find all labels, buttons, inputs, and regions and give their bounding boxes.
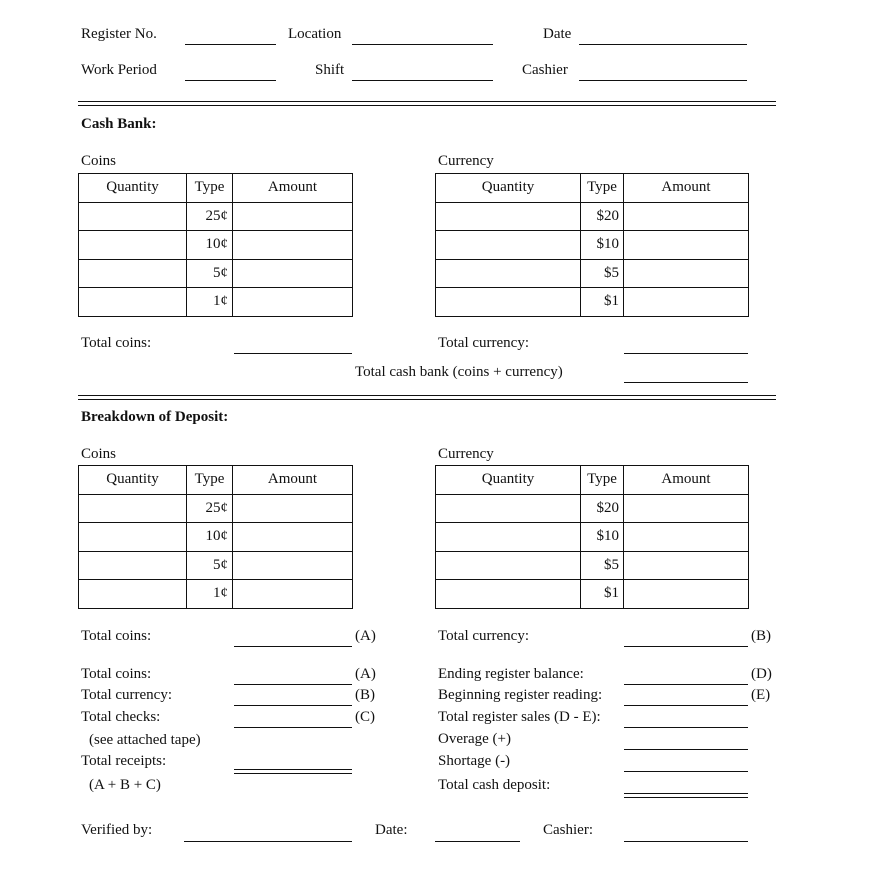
summary-total-checks-label: Total checks: <box>81 709 161 725</box>
deposit-total-coins-field[interactable] <box>234 646 352 647</box>
quantity-cell[interactable] <box>436 580 581 609</box>
ending-register-balance-field[interactable] <box>624 684 748 685</box>
type-cell: $1 <box>581 288 624 317</box>
summary-see-attached-tape: (see attached tape) <box>89 732 201 748</box>
col-quantity: Quantity <box>79 174 187 203</box>
col-amount: Amount <box>233 174 353 203</box>
section-divider <box>78 101 776 106</box>
type-cell: $1 <box>581 580 624 609</box>
total-cash-bank-label: Total cash bank (coins + currency) <box>355 364 563 380</box>
quantity-cell[interactable] <box>436 259 581 288</box>
quantity-cell[interactable] <box>79 202 187 231</box>
deposit-marker-b: (B) <box>751 628 771 644</box>
quantity-cell[interactable] <box>436 288 581 317</box>
quantity-cell[interactable] <box>79 580 187 609</box>
cash-bank-coins-label: Coins <box>81 153 117 169</box>
cash-bank-currency-table <box>435 173 749 317</box>
type-cell: 10¢ <box>187 523 233 552</box>
type-cell: 10¢ <box>187 231 233 260</box>
type-cell: $10 <box>581 231 624 260</box>
summary-marker-b: (B) <box>355 687 375 703</box>
col-quantity: Quantity <box>79 466 187 495</box>
total-cash-deposit-label: Total cash deposit: <box>438 777 551 793</box>
summary-total-checks-field[interactable] <box>234 727 352 728</box>
amount-cell[interactable] <box>624 202 749 231</box>
shortage-label: Shortage (-) <box>438 753 511 769</box>
amount-cell[interactable] <box>233 202 353 231</box>
cash-bank-currency-label: Currency <box>438 153 494 169</box>
deposit-total-coins-label: Total coins: <box>81 628 152 644</box>
section-divider <box>78 395 776 400</box>
amount-cell[interactable] <box>233 259 353 288</box>
summary-marker-e: (E) <box>751 687 771 703</box>
deposit-currency-table <box>435 465 749 609</box>
cash-bank-total-coins-field[interactable] <box>234 353 352 354</box>
quantity-cell[interactable] <box>436 523 581 552</box>
cash-bank-total-currency-label: Total currency: <box>438 335 529 351</box>
col-amount: Amount <box>624 466 749 495</box>
amount-cell[interactable] <box>624 288 749 317</box>
cash-bank-coins-table <box>78 173 353 317</box>
col-type: Type <box>581 466 624 495</box>
summary-marker-c: (C) <box>355 709 375 725</box>
deposit-total-currency-field[interactable] <box>624 646 748 647</box>
col-quantity: Quantity <box>436 174 581 203</box>
register-no-field[interactable] <box>185 44 276 45</box>
col-amount: Amount <box>624 174 749 203</box>
verified-by-label: Verified by: <box>81 822 153 838</box>
quantity-cell[interactable] <box>436 202 581 231</box>
amount-cell[interactable] <box>624 580 749 609</box>
col-quantity: Quantity <box>436 466 581 495</box>
quantity-cell[interactable] <box>79 494 187 523</box>
location-label: Location <box>288 26 342 42</box>
total-cash-deposit-field[interactable] <box>624 793 748 798</box>
date-label: Date <box>543 26 572 42</box>
footer-cashier-label: Cashier: <box>543 822 593 838</box>
cash-bank-title: Cash Bank: <box>81 116 157 132</box>
summary-total-receipts-field[interactable] <box>234 769 352 774</box>
type-cell: 1¢ <box>187 288 233 317</box>
type-cell: 5¢ <box>187 551 233 580</box>
footer-date-label: Date: <box>375 822 408 838</box>
amount-cell[interactable] <box>233 231 353 260</box>
amount-cell[interactable] <box>624 231 749 260</box>
deposit-title: Breakdown of Deposit: <box>81 409 229 425</box>
beginning-register-reading-field[interactable] <box>624 705 748 706</box>
type-cell: 25¢ <box>187 494 233 523</box>
quantity-cell[interactable] <box>79 231 187 260</box>
deposit-total-currency-label: Total currency: <box>438 628 529 644</box>
shift-field[interactable] <box>352 80 493 81</box>
type-cell: 5¢ <box>187 259 233 288</box>
type-cell: $10 <box>581 523 624 552</box>
summary-total-currency-field[interactable] <box>234 705 352 706</box>
summary-marker-a: (A) <box>355 666 376 682</box>
type-cell: $5 <box>581 259 624 288</box>
summary-total-coins-field[interactable] <box>234 684 352 685</box>
shift-label: Shift <box>315 62 345 78</box>
cash-bank-total-coins-label: Total coins: <box>81 335 152 351</box>
total-register-sales-field[interactable] <box>624 727 748 728</box>
type-cell: $20 <box>581 202 624 231</box>
quantity-cell[interactable] <box>79 288 187 317</box>
col-type: Type <box>187 466 233 495</box>
overage-field[interactable] <box>624 749 748 750</box>
deposit-coins-label: Coins <box>81 446 117 462</box>
type-cell: 1¢ <box>187 580 233 609</box>
amount-cell[interactable] <box>233 288 353 317</box>
amount-cell[interactable] <box>233 494 353 523</box>
col-type: Type <box>581 174 624 203</box>
register-no-label: Register No. <box>81 26 157 42</box>
footer-cashier-field[interactable] <box>624 841 748 842</box>
amount-cell[interactable] <box>624 494 749 523</box>
cashier-field[interactable] <box>579 80 747 81</box>
work-period-field[interactable] <box>185 80 276 81</box>
deposit-currency-label: Currency <box>438 446 494 462</box>
quantity-cell[interactable] <box>436 551 581 580</box>
summary-total-receipts-label: Total receipts: <box>81 753 167 769</box>
summary-total-currency-label: Total currency: <box>81 687 172 703</box>
summary-abc-formula: (A + B + C) <box>89 777 161 793</box>
col-type: Type <box>187 174 233 203</box>
deposit-coins-table <box>78 465 353 609</box>
footer-date-field[interactable] <box>435 841 520 842</box>
quantity-cell[interactable] <box>436 494 581 523</box>
quantity-cell[interactable] <box>79 551 187 580</box>
amount-cell[interactable] <box>233 580 353 609</box>
ending-register-balance-label: Ending register balance: <box>438 666 584 682</box>
col-amount: Amount <box>233 466 353 495</box>
total-register-sales-label: Total register sales (D - E): <box>438 709 601 725</box>
amount-cell[interactable] <box>233 523 353 552</box>
quantity-cell[interactable] <box>436 231 581 260</box>
quantity-cell[interactable] <box>79 259 187 288</box>
quantity-cell[interactable] <box>79 523 187 552</box>
overage-label: Overage (+) <box>438 731 512 747</box>
date-field[interactable] <box>579 44 747 45</box>
summary-total-coins-label: Total coins: <box>81 666 152 682</box>
shortage-field[interactable] <box>624 771 748 772</box>
amount-cell[interactable] <box>624 523 749 552</box>
cashier-label: Cashier <box>522 62 568 78</box>
amount-cell[interactable] <box>624 259 749 288</box>
deposit-marker-a: (A) <box>355 628 376 644</box>
type-cell: $20 <box>581 494 624 523</box>
location-field[interactable] <box>352 44 493 45</box>
cash-bank-total-currency-field[interactable] <box>624 353 748 354</box>
amount-cell[interactable] <box>624 551 749 580</box>
summary-marker-d: (D) <box>751 666 772 682</box>
type-cell: 25¢ <box>187 202 233 231</box>
verified-by-field[interactable] <box>184 841 352 842</box>
work-period-label: Work Period <box>81 62 157 78</box>
amount-cell[interactable] <box>233 551 353 580</box>
total-cash-bank-field[interactable] <box>624 382 748 383</box>
type-cell: $5 <box>581 551 624 580</box>
beginning-register-reading-label: Beginning register reading: <box>438 687 603 703</box>
